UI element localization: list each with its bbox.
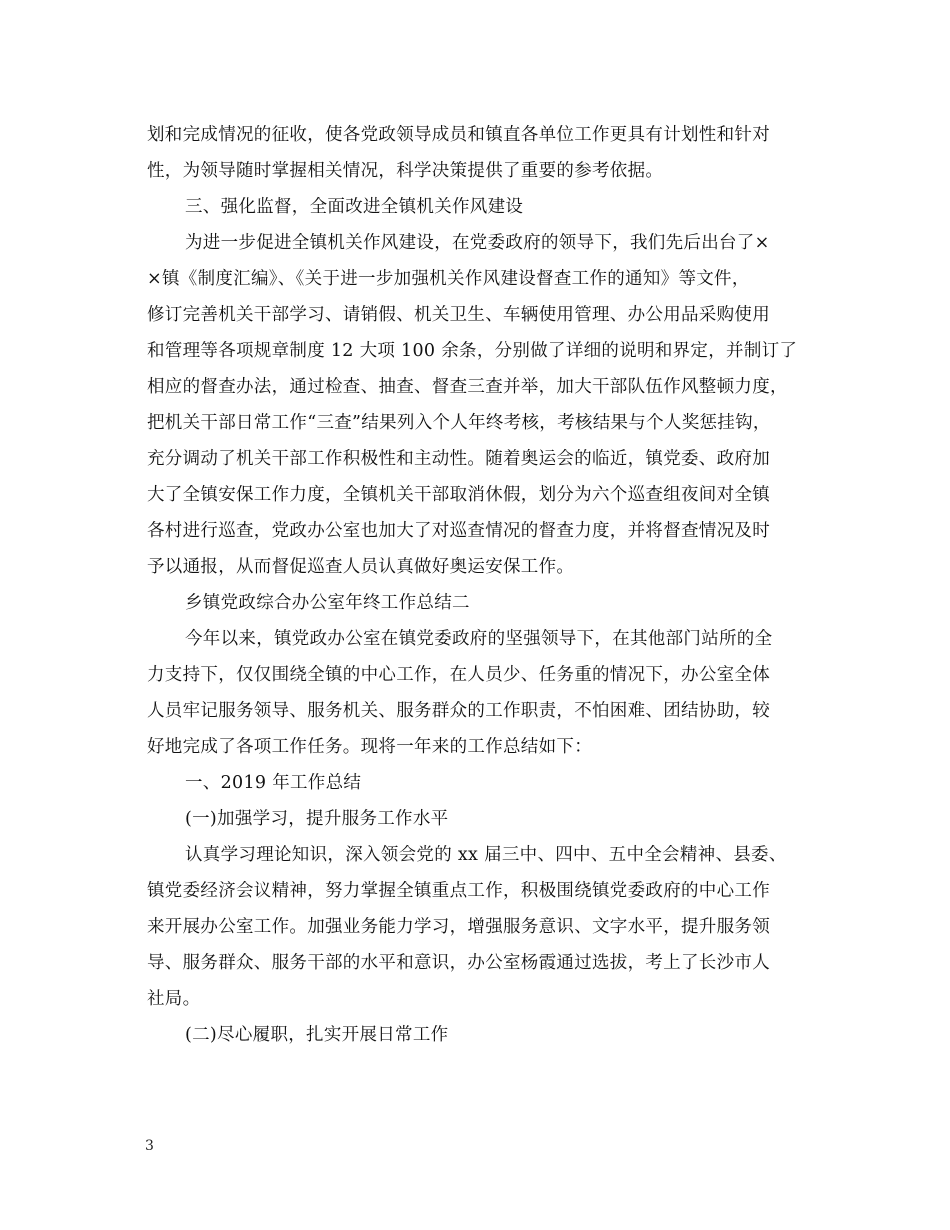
paragraph-work-style: 为进一步促进全镇机关作风建设，在党委政府的领导下，我们先后出台了× ×镇《制度汇编》、《关于进一步加强机关作风建设督查工作的通知》等文件， 修订完善机关干部学习、请销假、机关卫生、车辆使用管理、办公用品采购使用 和管理等各项规章制度 12 大项 100 余条，分别做了详细的说明和界定，并制订了 相应的督查办法，通过检查、抽查、督查三查并举，加大干部队伍作风整顿力度， 把机关干部日常工作“三查”结果列入个人年终考核，考核结果与个人奖惩挂钩， 充分调动了机关干部工作积极性和主动性。随着奥运会的临近，镇党委、政府加 大了全镇安保工作力度，全镇机关干部取消休假，划分为六个巡查组夜间对全镇 各村进行巡查，党政办公室也加大了对巡查情况的督查力度，并将督查情况及时 予以通报，从而督促巡查人员认真做好奥运安保工作。 <box>147 233 798 577</box>
document-title-two: 乡镇党政综合办公室年终工作总结二 <box>185 593 470 613</box>
paragraph-intro: 今年以来，镇党政办公室在镇党委政府的坚强领导下，在其他部门站所的全 力支持下，仅仅围绕全镇的中心工作，在人员少、任务重的情况下，办公室全体 人员牢记服务领导、服务机关、服务群众的工作职责，不怕困难、团结协助，较 好地完成了各项工作任务。现将一年来的工作总结如下： <box>147 629 773 757</box>
page-number: 3 <box>145 1138 154 1154</box>
subsection-heading-study: (一)加强学习，提升服务工作水平 <box>185 809 449 829</box>
paragraph-continuation: 划和完成情况的征收，使各党政领导成员和镇直各单位工作更具有计划性和针对 性，为领导随时掌握相关情况，科学决策提供了重要的参考依据。 <box>147 125 770 181</box>
document-body <box>147 117 822 1053</box>
paragraph-study: 认真学习理论知识，深入领会党的 xx 届三中、四中、五中全会精神、县委、 镇党委经济会议精神，努力掌握全镇重点工作，积极围绕镇党委政府的中心工作 来开展办公室工作。加强业务能力学习，增强服务意识、文字水平，提升服务领 导、服务群众、服务干部的水平和意识，办公室杨霞通过选拔，考上了长沙市人 社局。 <box>147 845 787 1009</box>
subsection-heading-duty: (二)尽心履职，扎实开展日常工作 <box>185 1025 449 1045</box>
section-heading-one: 一、2019 年工作总结 <box>185 773 362 793</box>
section-heading-three: 三、强化监督，全面改进全镇机关作风建设 <box>185 197 524 217</box>
